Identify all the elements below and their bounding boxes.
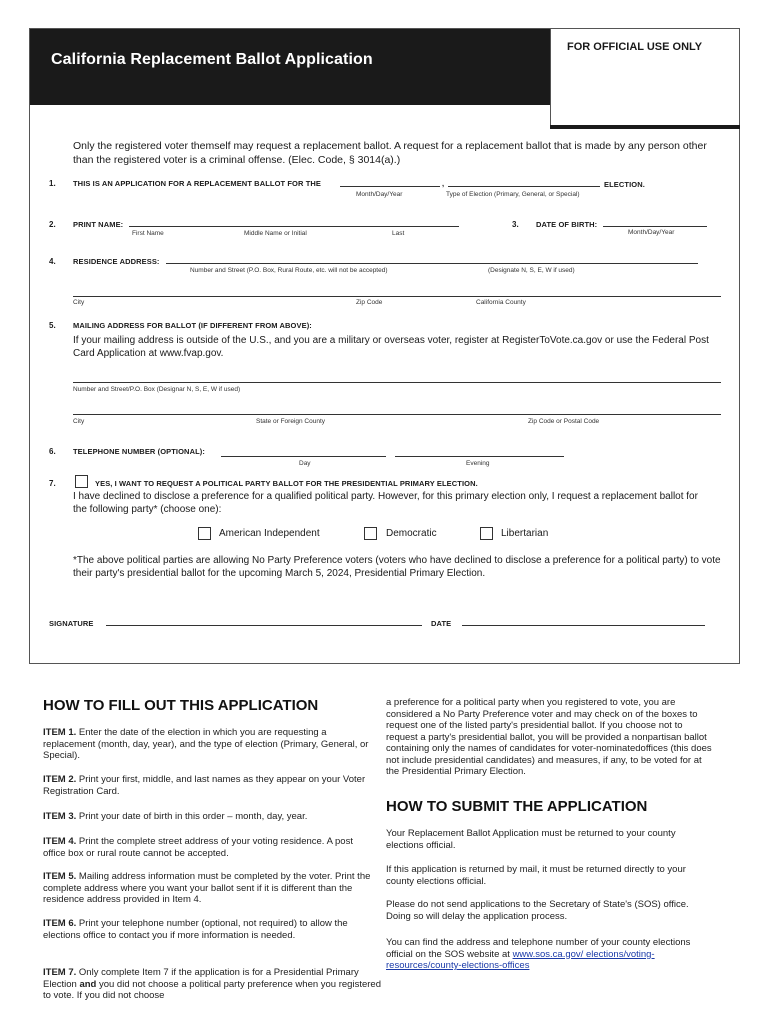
residence-sub-county: California County	[476, 299, 526, 306]
instr-item5	[43, 871, 378, 906]
dob-sub: Month/Day/Year	[628, 229, 675, 236]
official-use-underline	[550, 125, 740, 129]
democratic-label: Democratic	[386, 528, 437, 539]
county-offices-link[interactable]: www.sos.ca.gov/ elections/voting-resources/county-elections-offices	[386, 948, 655, 971]
item1-type-field[interactable]	[448, 186, 600, 187]
item3-label: DATE OF BIRTH:	[536, 220, 598, 229]
submit-heading: HOW TO SUBMIT THE APPLICATION	[386, 798, 648, 815]
item5-number: 5.	[49, 321, 56, 330]
submit-text-1: Your Replacement Ballot Application must be returned to your county elections official.	[386, 828, 676, 851]
name-sub-first: First Name	[132, 230, 164, 237]
submit-text-4	[386, 937, 714, 972]
residence-city-field[interactable]	[73, 296, 721, 297]
instr-item7-text-a: Only complete Item 7 if the application is for a Presidential Primary Election	[43, 967, 359, 990]
instr-item6-text: Print your telephone number (optional, not required) to allow the elections office to contact you if more information is needed.	[43, 918, 348, 941]
item2-label: PRINT NAME:	[73, 220, 124, 229]
date-label: DATE	[431, 619, 452, 628]
instr-item4-text: Print the complete street address of your voting residence. A post office box or rural route cannot be accepted.	[43, 836, 353, 859]
mailing-sub-zip: Zip Code or Postal Code	[528, 418, 600, 425]
instr-item7-label: ITEM 7.	[43, 967, 77, 978]
instr-item2	[43, 774, 378, 797]
item1-label: THIS IS AN APPLICATION FOR A REPLACEMENT BALLOT FOR THE	[73, 179, 321, 188]
mailing-street-field[interactable]	[73, 382, 721, 383]
american-independent-label: American Independent	[219, 528, 320, 539]
signature-field[interactable]	[106, 625, 422, 626]
item6-label: TELEPHONE NUMBER (OPTIONAL):	[73, 447, 205, 456]
item5-label: MAILING ADDRESS FOR BALLOT (IF DIFFERENT FROM ABOVE):	[73, 321, 312, 330]
title-bar	[30, 29, 550, 105]
instr-item3-text: Print your date of birth in this order – month, day, year.	[76, 811, 308, 822]
date-field[interactable]	[462, 625, 705, 626]
submit-text-4-body: You can find the address and telephone number of your county elections official on the SOS website at	[386, 937, 691, 960]
instr-item4-label: ITEM 4.	[43, 836, 77, 847]
official-use-label: FOR OFFICIAL USE ONLY	[567, 41, 703, 53]
instr-item3-label: ITEM 3.	[43, 811, 77, 822]
item1-sub-date: Month/Day/Year	[356, 191, 403, 198]
democratic-checkbox[interactable]	[364, 527, 377, 540]
instr-item3	[43, 811, 378, 823]
instr-item6	[43, 918, 378, 941]
instr-item1-label: ITEM 1.	[43, 727, 77, 738]
phone-evening-field[interactable]	[395, 456, 564, 457]
libertarian-checkbox[interactable]	[480, 527, 493, 540]
intro-text: Only the registered voter themself may request a replacement ballot. A request for a replacement ballot that is made by any person other than the registered voter is a criminal offense. (Elec. Code, § 3014(a).)	[73, 140, 707, 166]
item7-label: YES, I WANT TO REQUEST A POLITICAL PARTY BALLOT FOR THE PRESIDENTIAL PRIMARY ELECTION.	[95, 479, 478, 488]
item2-number: 2.	[49, 220, 56, 229]
instr-item6-label: ITEM 6.	[43, 918, 77, 929]
residence-sub-desig: (Designate N, S, E, W if used)	[488, 267, 575, 274]
phone-sub-evening: Evening	[466, 460, 490, 467]
instr-item7-text-b: you did not choose a political party preference when you registered to vote. If you did not choose	[43, 978, 381, 1001]
application-form	[29, 28, 740, 664]
phone-sub-day: Day	[299, 460, 311, 467]
item7-number: 7.	[49, 479, 56, 488]
instr-item7-continued: a preference for a political party when you registered to vote, you are considered a No Party Preference voter and may check on of the boxes to request one of the listed party's presidential ballot. If you choose not to request a party's presidential ballot, you will be provided a nonpartisan ballot containing only the names of candidates for voter-nominatedoffices (this does not include presidential candidates) and measures, if any, to be voted for at the Presidential Primary Election.	[386, 697, 712, 777]
item1-number: 1.	[49, 179, 56, 188]
name-sub-middle: Middle Name or Initial	[244, 230, 307, 237]
residence-sub-city: City	[73, 299, 85, 306]
item4-number: 4.	[49, 257, 56, 266]
name-field[interactable]	[129, 226, 459, 227]
mailing-sub-city: City	[73, 418, 85, 425]
instr-item5-label: ITEM 5.	[43, 871, 77, 882]
name-sub-last: Last	[392, 230, 405, 237]
mailing-sub-street: Number and Street/P.O. Box (Designar N, S, E, W if used)	[73, 386, 241, 393]
official-use-box	[550, 29, 740, 125]
instr-item1-text: Enter the date of the election in which you are requesting a replacement (month, day, year), and the type of election (Primary, General, or Special).	[43, 727, 369, 761]
libertarian-label: Libertarian	[501, 528, 549, 539]
dob-field[interactable]	[603, 226, 707, 227]
residence-sub-zip: Zip Code	[356, 299, 383, 306]
item4-label: RESIDENCE ADDRESS:	[73, 257, 160, 266]
instr-item7	[43, 967, 383, 1002]
signature-label: SIGNATURE	[49, 619, 94, 628]
item7-text: I have declined to disclose a preference for a qualified political party. However, for this primary election only, I request a replacement ballot for the following party* (choose one):	[73, 491, 698, 515]
instr-item2-label: ITEM 2.	[43, 774, 77, 785]
instr-item5-text: Mailing address information must be completed by the voter. Print the complete address where you want your ballot sent if it is different than the residence address provided in Item 4.	[43, 871, 371, 905]
item7-note: *The above political parties are allowing No Party Preference voters (voters who have declined to disclose a preference for a political party) to vote their party's presidential ballot for the upcoming March 5, 2024, Presidential Primary Election.	[73, 555, 721, 579]
instr-item4	[43, 836, 378, 859]
instr-item2-text: Print your first, middle, and last names as they appear on your Voter Registration Card.	[43, 774, 366, 797]
party-ballot-checkbox[interactable]	[75, 475, 88, 488]
item1-sub-type: Type of Election (Primary, General, or Special)	[446, 191, 580, 198]
residence-sub-street: Number and Street (P.O. Box, Rural Route, etc. will not be accepted)	[190, 267, 388, 274]
fill-out-heading: HOW TO FILL OUT THIS APPLICATION	[43, 697, 319, 714]
item6-number: 6.	[49, 447, 56, 456]
item5-text: If your mailing address is outside of the U.S., and you are a military or overseas voter, register at RegisterToVote.ca.gov or use the Federal Post Card Application at www.fvap.gov.	[73, 335, 709, 359]
item1-end: ELECTION.	[604, 180, 645, 189]
submit-text-2: If this application is returned by mail, it must be returned directly to your county elections official.	[386, 864, 686, 887]
mailing-sub-state: State or Foreign County	[256, 418, 326, 425]
phone-day-field[interactable]	[221, 456, 386, 457]
american-independent-checkbox[interactable]	[198, 527, 211, 540]
submit-text-3: Please do not send applications to the Secretary of State's (SOS) office. Doing so will delay the application process.	[386, 899, 689, 922]
item1-comma: ,	[442, 179, 445, 188]
instr-item7-and: and	[79, 978, 97, 990]
residence-street-field[interactable]	[166, 263, 698, 264]
mailing-city-field[interactable]	[73, 414, 721, 415]
form-title: California Replacement Ballot Application	[51, 51, 373, 68]
instr-item1	[43, 727, 378, 762]
item1-date-field[interactable]	[340, 186, 440, 187]
item3-number: 3.	[512, 220, 519, 229]
